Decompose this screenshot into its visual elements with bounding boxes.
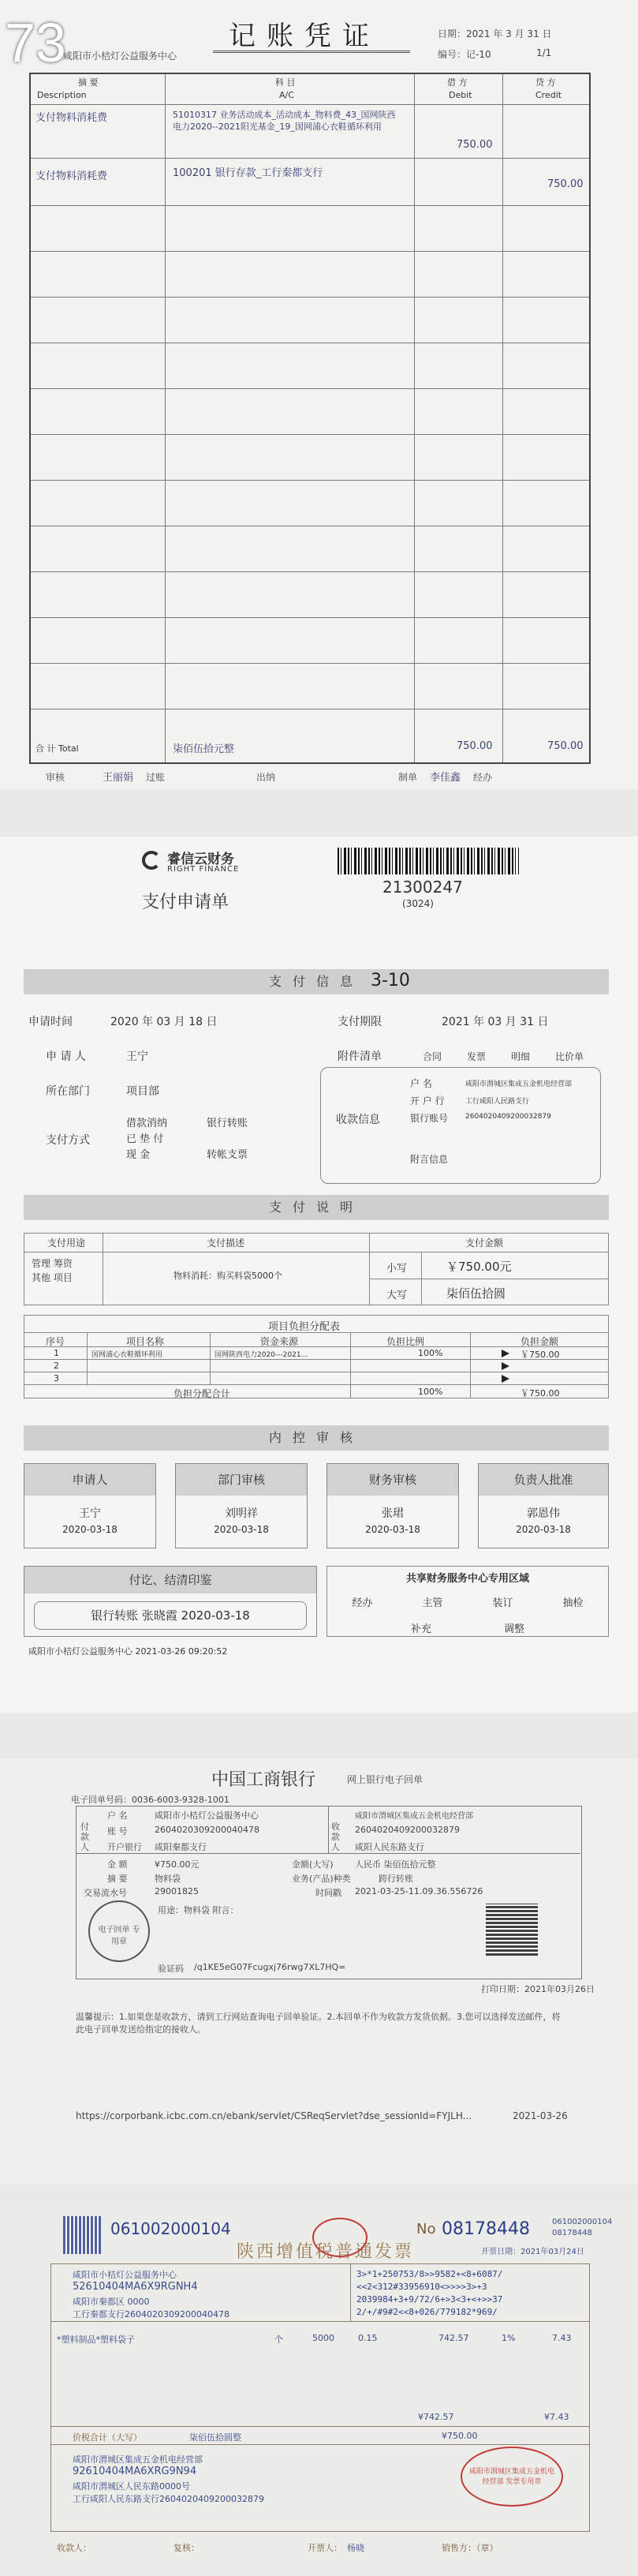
payee-name: 咸阳市渭城区集成五金机电经营部 bbox=[355, 1812, 473, 1821]
item-name: *塑料制品*塑料袋子 bbox=[57, 2334, 135, 2345]
total-amount: ¥750.00 bbox=[442, 2431, 478, 2441]
table-row bbox=[31, 434, 589, 481]
shared-items-row2 bbox=[327, 1620, 608, 1635]
table-row bbox=[31, 297, 589, 343]
payee-acct: 2604020409200032879 bbox=[355, 1825, 460, 1835]
brand-name: 睿信云财务 bbox=[167, 852, 234, 867]
approval-role: 部门审核 bbox=[176, 1464, 307, 1496]
total-label: 价税合计（大写） bbox=[73, 2432, 142, 2443]
head-debit-en: Debit bbox=[449, 90, 472, 100]
voucher-title: 记账凭证 bbox=[229, 21, 380, 52]
payer-acct: 2604020309200040478 bbox=[155, 1825, 259, 1835]
dept: 项目部 bbox=[126, 1085, 159, 1098]
brand-logo-icon bbox=[142, 851, 161, 870]
grid-line bbox=[87, 1332, 88, 1384]
payee-name-label: 户 名 bbox=[410, 1078, 432, 1089]
barcode-number: 21300247 bbox=[382, 878, 463, 897]
alloc-total-ratio: 100% bbox=[418, 1387, 443, 1397]
arrow-icon bbox=[502, 1350, 509, 1357]
shared-service-box bbox=[326, 1566, 609, 1637]
amount-label: 金 额 bbox=[107, 1859, 128, 1870]
settle-value: 银行转账 张晓霞 2020-03-18 bbox=[34, 1601, 307, 1630]
approval-date: 2020-03-18 bbox=[214, 1524, 269, 1535]
alloc-head-ratio: 负担比例 bbox=[386, 1336, 425, 1347]
sum-amount: ¥742.57 bbox=[418, 2412, 454, 2422]
invoice-seal bbox=[461, 2447, 563, 2507]
page-number: 73 bbox=[5, 12, 66, 73]
bank-label: 开户银行 bbox=[107, 1842, 142, 1852]
buyer-address: 咸阳市秦都区 0000 bbox=[73, 2297, 150, 2307]
approval-step bbox=[326, 1463, 459, 1548]
row-debit: 750.00 bbox=[457, 139, 493, 151]
item-amount: 742.57 bbox=[438, 2333, 469, 2343]
method-options-left bbox=[126, 1116, 167, 1163]
approval-name: 王宁 bbox=[79, 1507, 101, 1520]
applicant-label: 申 请 人 bbox=[46, 1050, 86, 1063]
title-underline bbox=[213, 51, 410, 53]
payee-acct: 2604020409200032879 bbox=[465, 1113, 551, 1121]
payee-label: 收款信息 bbox=[336, 1114, 380, 1126]
attach-invoice-option[interactable]: 发票 bbox=[467, 1051, 487, 1062]
shared-title: 共享财务服务中心专用区域 bbox=[405, 1573, 529, 1585]
approval-name: 刘明祥 bbox=[225, 1507, 258, 1520]
buyer-tax-id: 52610404MA6X9RGNH4 bbox=[73, 2281, 198, 2293]
grid-line bbox=[350, 2263, 351, 2322]
table-row bbox=[31, 251, 589, 298]
payee-acct-label: 银行账号 bbox=[410, 1113, 449, 1124]
vat-invoice bbox=[0, 2202, 638, 2576]
note-label: 附言信息 bbox=[410, 1154, 449, 1165]
item-qty: 5000 bbox=[312, 2333, 334, 2343]
voucher-date: 日期：2021 年 3 月 31 日 bbox=[438, 28, 552, 39]
name-label: 户 名 bbox=[107, 1810, 128, 1821]
row-summary: 支付物料消耗费 bbox=[35, 112, 108, 124]
biz-label: 业务(产品)种类 bbox=[292, 1874, 351, 1884]
drawer-label: 开票人： bbox=[308, 2543, 342, 2553]
receipt-url[interactable]: https://corporbank.icbc.com.cn/ebank/servlet/CSReqServlet?dse_sessionId=FYJLH... bbox=[76, 2110, 472, 2121]
approval-date: 2020-03-18 bbox=[516, 1524, 571, 1535]
approval-name: 张珺 bbox=[382, 1507, 404, 1520]
payee-bank-label: 开 户 行 bbox=[410, 1095, 445, 1106]
invoice-no-prefix: No bbox=[416, 2221, 436, 2237]
memo: 用途：物料袋 附言： bbox=[158, 1905, 239, 1915]
post-label: 过账 bbox=[146, 772, 166, 783]
invoice-number: 08178448 bbox=[442, 2219, 530, 2239]
deadline-label: 支付期限 bbox=[338, 1016, 382, 1028]
cashier-label: 出纳 bbox=[256, 772, 276, 783]
seller-bank: 工行咸阳人民东路支行2604020409200032879 bbox=[73, 2494, 264, 2504]
method-loan[interactable]: 借款消纳 bbox=[126, 1118, 168, 1129]
invoice-qr-icon bbox=[63, 2216, 101, 2254]
alloc-row-no: 1 bbox=[54, 1348, 59, 1358]
payee-label: 收款人 bbox=[331, 1822, 340, 1852]
acct-label: 账 号 bbox=[107, 1826, 128, 1837]
amount-label: 支付金额 bbox=[465, 1237, 504, 1249]
method-cash[interactable]: 现 金 bbox=[126, 1149, 151, 1161]
row-credit: 750.00 bbox=[547, 178, 584, 190]
table-row bbox=[31, 480, 589, 526]
alloc-row-project: 国网浦心衣鞋循环利用 bbox=[91, 1351, 163, 1359]
handler-label: 经办 bbox=[473, 772, 493, 783]
approval-role: 申请人 bbox=[24, 1464, 155, 1496]
maker: 李佳鑫 bbox=[430, 772, 461, 784]
head-credit: 贷 方 bbox=[535, 77, 556, 88]
use-admin[interactable]: 管理 bbox=[32, 1258, 51, 1269]
item-price: 0.15 bbox=[358, 2333, 378, 2343]
invoice-code-right: 061002000104 bbox=[552, 2218, 613, 2226]
method-advanced[interactable]: 已 垫 付 bbox=[126, 1133, 164, 1145]
seller-tax-id: 92610404MA6XRG9N94 bbox=[73, 2466, 197, 2477]
use-finance[interactable]: 筹资 bbox=[53, 1258, 73, 1269]
settle-box bbox=[24, 1566, 317, 1637]
settle-title: 付讫、结清印鉴 bbox=[24, 1567, 316, 1593]
table-row bbox=[31, 104, 589, 159]
table-total-row bbox=[31, 709, 589, 762]
brand-name-en: RIGHT FINANCE bbox=[167, 865, 240, 874]
grid-line bbox=[328, 1806, 329, 1853]
row-account: 100201 银行存款_工行秦都支行 bbox=[173, 167, 323, 179]
buyer-bank: 工行秦都支行2604020309200040478 bbox=[73, 2309, 229, 2320]
alloc-head-amount: 负担金额 bbox=[520, 1336, 559, 1347]
payee-bank: 工行咸阳人民路支行 bbox=[465, 1098, 530, 1106]
qr-code-icon bbox=[486, 1904, 538, 1956]
amount-cn: 人民币 柒佰伍拾元整 bbox=[355, 1859, 436, 1870]
shared-item: 调整 bbox=[503, 1623, 524, 1635]
big-amount: 柒佰伍拾圆 bbox=[446, 1286, 506, 1301]
verify-code: /q1KE5eG07Fcugxj76rwg7XL7HQ= bbox=[194, 1962, 346, 1972]
method-check[interactable]: 转帐支票 bbox=[207, 1149, 248, 1161]
seal-text: 咸阳市渭城区集成五金机电经营部 发票专用章 bbox=[468, 2468, 554, 2486]
item-tax-rate: 1% bbox=[502, 2333, 516, 2343]
issue-date: 开票日期：2021年03月24日 bbox=[481, 2248, 584, 2256]
grid-line bbox=[470, 1332, 471, 1398]
purpose: 物料袋 bbox=[155, 1874, 181, 1884]
approval-step bbox=[175, 1463, 308, 1548]
shared-items-row1 bbox=[327, 1594, 608, 1609]
voucher-table bbox=[29, 73, 591, 764]
sum-tax: ¥7.43 bbox=[544, 2412, 569, 2422]
shared-item: 经办 bbox=[352, 1597, 373, 1609]
bank-subtitle: 网上银行电子回单 bbox=[347, 1774, 423, 1785]
accounting-voucher bbox=[0, 0, 638, 789]
serial: 29001825 bbox=[155, 1886, 199, 1896]
alloc-row-source: 国网陕西电力2020---2021... bbox=[215, 1351, 308, 1359]
barcode bbox=[338, 848, 519, 874]
time-label: 时间戳 bbox=[315, 1888, 341, 1898]
shared-item: 装订 bbox=[492, 1597, 513, 1609]
alloc-row-amount: ￥750.00 bbox=[520, 1350, 560, 1360]
dept-label: 所在部门 bbox=[46, 1085, 90, 1098]
grid-line bbox=[350, 1332, 351, 1398]
item-unit: 个 bbox=[274, 2334, 283, 2345]
audit-label: 审核 bbox=[46, 772, 65, 783]
stamp-text: 电子回单 专用章 bbox=[98, 1926, 140, 1946]
table-row bbox=[31, 388, 589, 435]
method-label: 支付方式 bbox=[46, 1134, 90, 1147]
approval-date: 2020-03-18 bbox=[365, 1524, 420, 1535]
approval-step bbox=[24, 1463, 156, 1548]
receipt-number: 电子回单号码：0036-6003-9328-1001 bbox=[71, 1795, 229, 1805]
total-words: 柒佰伍拾元整 bbox=[173, 743, 235, 755]
approval-date: 2020-03-18 bbox=[62, 1524, 118, 1535]
item-tax: 7.43 bbox=[552, 2333, 572, 2343]
grid-line bbox=[24, 1332, 609, 1333]
alloc-row-ratio: 100% bbox=[418, 1348, 443, 1358]
row-summary: 支付物料消耗费 bbox=[35, 170, 108, 182]
table-row bbox=[31, 617, 589, 664]
attach-price-option[interactable]: 比价单 bbox=[555, 1051, 584, 1062]
payment-request-form bbox=[0, 837, 638, 1713]
approval-step bbox=[478, 1463, 609, 1548]
table-row bbox=[31, 205, 589, 252]
use-options bbox=[32, 1256, 73, 1285]
approval-role: 财务审核 bbox=[327, 1464, 458, 1496]
seller-name: 咸阳市渭城区集成五金机电经营部 bbox=[73, 2454, 203, 2465]
arrow-icon bbox=[502, 1362, 509, 1370]
small-amount-label: 小写 bbox=[386, 1263, 408, 1275]
desc-label: 支付描述 bbox=[207, 1237, 245, 1249]
payer-bank: 咸阳秦都支行 bbox=[155, 1842, 207, 1852]
handwritten-note: 3-10 bbox=[371, 971, 410, 990]
attach-detail-option[interactable]: 明细 bbox=[511, 1051, 531, 1062]
shared-item: 主管 bbox=[422, 1597, 443, 1609]
head-summary: 摘 要 bbox=[78, 77, 99, 88]
head-debit: 借 方 bbox=[447, 77, 468, 88]
row-account: 51010317 业务活动成本_活动成本_物料费_43_国网陕西电力2020--2021阳光基金_19_国网浦心衣鞋循环利用 bbox=[173, 110, 396, 132]
serial-label: 交易流水号 bbox=[84, 1888, 127, 1898]
arrow-icon bbox=[502, 1375, 509, 1383]
time: 2021-03-25-11.09.36.556726 bbox=[355, 1886, 483, 1896]
form-title: 支付申请单 bbox=[142, 893, 229, 912]
apply-time: 2020 年 03 月 18 日 bbox=[110, 1016, 218, 1028]
print-date: 打印日期：2021年03月26日 bbox=[481, 1984, 595, 1994]
verify-label: 验证码 bbox=[158, 1964, 184, 1974]
seller-stamp-label: 销售方：（章） bbox=[442, 2543, 498, 2553]
deadline: 2021 年 03 月 31 日 bbox=[442, 1016, 549, 1028]
table-row bbox=[31, 158, 589, 206]
method-options-right bbox=[207, 1116, 248, 1163]
big-amount-label: 大写 bbox=[386, 1290, 408, 1301]
alloc-head-no: 序号 bbox=[46, 1336, 65, 1347]
payer-label: 付款人 bbox=[80, 1822, 89, 1852]
form-footer: 咸阳市小桔灯公益服务中心 2021-03-26 09:20:52 bbox=[28, 1646, 228, 1657]
table-row bbox=[31, 526, 589, 572]
invoice-number-right: 08178448 bbox=[552, 2229, 592, 2237]
alloc-row-no: 2 bbox=[54, 1361, 59, 1371]
receipt-notes: 温馨提示：1.如果您是收款方，请到工行网站查询电子回单验证。2.本回单不作为收款方发货依据。3.您可以选择发送邮件，将此电子回单发送给指定的接收人。 bbox=[76, 2012, 561, 2035]
total-credit: 750.00 bbox=[547, 740, 584, 752]
alloc-head-source: 资金来源 bbox=[260, 1336, 299, 1347]
voucher-unit: 咸阳市小桔灯公益服务中心 bbox=[63, 51, 177, 62]
amount-cn-label: 金额(大写) bbox=[292, 1859, 334, 1870]
payee-bank: 咸阳人民东路支行 bbox=[355, 1842, 424, 1852]
alloc-row-no: 3 bbox=[54, 1373, 59, 1383]
apply-time-label: 申请时间 bbox=[28, 1016, 73, 1028]
maker-label: 制单 bbox=[398, 772, 418, 783]
use-project[interactable]: 项目 bbox=[53, 1272, 73, 1283]
tax-bureau-seal bbox=[312, 2218, 368, 2257]
url-date: 2021-03-26 bbox=[513, 2110, 568, 2121]
use-label: 支付用途 bbox=[47, 1237, 86, 1249]
head-subject: 科 目 bbox=[275, 77, 296, 88]
approval-role: 负责人批准 bbox=[479, 1464, 608, 1496]
alloc-total-amount: ￥750.00 bbox=[520, 1388, 560, 1398]
voucher-number: 编号：记-10 bbox=[438, 49, 491, 60]
invoice-code: 061002000104 bbox=[110, 2219, 231, 2238]
approval-name: 郭恩伟 bbox=[527, 1507, 560, 1520]
purpose-label: 摘 要 bbox=[107, 1874, 128, 1884]
review-label: 复核： bbox=[173, 2543, 200, 2553]
attach-contract-option[interactable]: 合同 bbox=[423, 1051, 442, 1062]
total-label: 合 计 Total bbox=[35, 743, 79, 754]
amount: ¥750.00元 bbox=[155, 1859, 200, 1870]
grid-line bbox=[76, 1853, 580, 1854]
buyer-name: 咸阳市小桔灯公益服务中心 bbox=[73, 2270, 177, 2280]
section-pay-desc: 支付说明 bbox=[24, 1195, 609, 1220]
alloc-head-project: 项目名称 bbox=[126, 1336, 165, 1347]
payee-name: 咸阳市渭城区集成五金机电经营部 bbox=[465, 1080, 573, 1088]
head-subject-en: A/C bbox=[279, 90, 294, 100]
small-amount: ￥750.00元 bbox=[446, 1260, 512, 1274]
biz: 跨行转账 bbox=[379, 1874, 413, 1884]
attachments-label: 附件清单 bbox=[338, 1050, 382, 1063]
alloc-title: 项目负担分配表 bbox=[268, 1321, 341, 1333]
invoice-title: 陕西增值税普通发票 bbox=[237, 2242, 415, 2262]
head-summary-en: Description bbox=[37, 90, 87, 100]
total-debit: 750.00 bbox=[457, 740, 493, 752]
pay-description: 物料消耗：购买料袋5000个 bbox=[173, 1271, 282, 1281]
payer-name: 咸阳市小桔灯公益服务中心 bbox=[155, 1810, 259, 1821]
table-header bbox=[31, 74, 589, 105]
pay-desc-table bbox=[24, 1233, 609, 1305]
voucher-page-of: 1/1 bbox=[536, 47, 552, 58]
table-row bbox=[31, 571, 589, 618]
auditor: 王丽娟 bbox=[103, 772, 134, 784]
section-pay-info: 支付信息 bbox=[24, 969, 609, 994]
table-row bbox=[31, 663, 589, 710]
seller-address: 咸阳市渭城区人民东路0000号 bbox=[73, 2481, 190, 2492]
applicant: 王宁 bbox=[126, 1050, 148, 1063]
cipher-area: 3>*1+250753/8>>9582+<8+6087/ <<2<312#33956910<>>>>3>+3 2039984+3+9/72/6+>3<3+<+>>37 2/+/#9#2<<8+026/779182*969/ bbox=[356, 2269, 503, 2317]
grid-line bbox=[369, 1233, 370, 1305]
grid-line bbox=[210, 1332, 211, 1384]
head-credit-en: Credit bbox=[535, 90, 562, 100]
grid-line bbox=[24, 1384, 609, 1385]
table-row bbox=[31, 343, 589, 389]
payee-label: 收款人： bbox=[57, 2543, 91, 2553]
bank-title: 中国工商银行 bbox=[211, 1770, 316, 1790]
alloc-total-label: 负担分配合计 bbox=[173, 1388, 231, 1399]
method-bank-transfer[interactable]: 银行转账 bbox=[207, 1118, 248, 1129]
shared-item: 补充 bbox=[410, 1623, 431, 1635]
section-internal-control: 内控审核 bbox=[24, 1425, 609, 1451]
total-cn: 柒佰伍拾圆整 bbox=[189, 2432, 241, 2443]
receipt-stamp bbox=[88, 1900, 150, 1962]
drawer: 杨晓 bbox=[347, 2543, 364, 2553]
barcode-sub: (3024) bbox=[402, 898, 434, 909]
bank-receipt bbox=[0, 1758, 638, 2185]
use-other[interactable]: 其他 bbox=[32, 1272, 51, 1283]
shared-item: 抽检 bbox=[562, 1597, 584, 1609]
